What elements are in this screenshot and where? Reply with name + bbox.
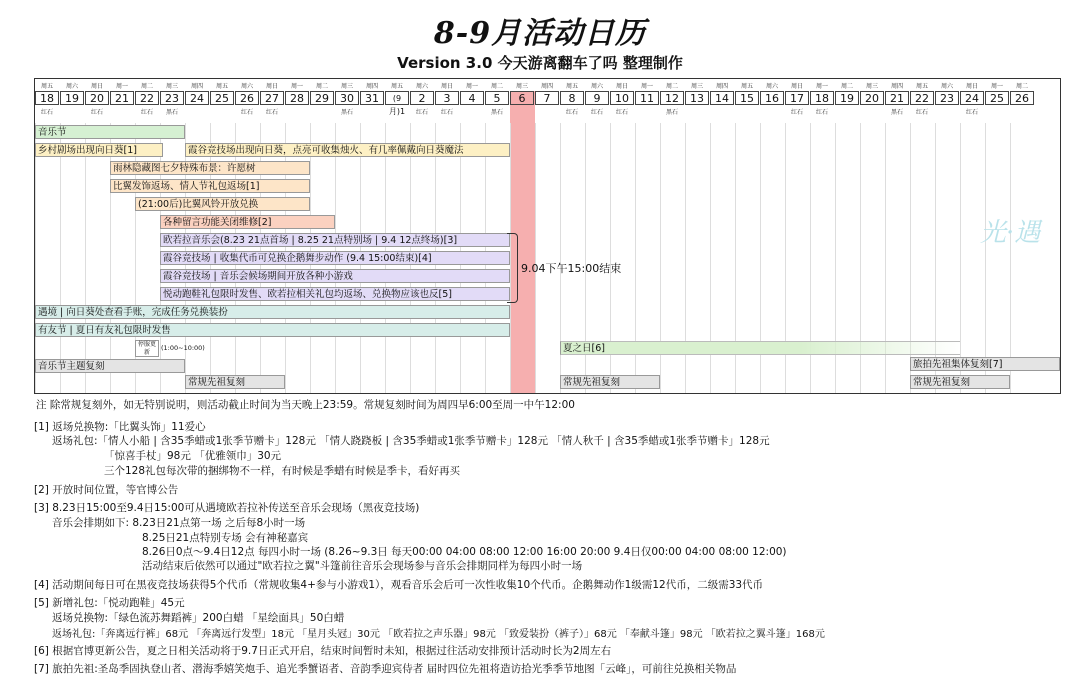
maintenance-box: 停服更新 xyxy=(135,340,159,357)
shard-label: 红石 xyxy=(415,109,428,116)
weekday-label: 周五 xyxy=(390,83,403,90)
note-3: [3] 8.23日15:00至9.4日15:00可从遇境欧若拉补传送至音乐会现场（黑夜竞技场) xyxy=(34,502,420,514)
date-cell: 24 xyxy=(960,91,984,105)
weekday-label: 周六 xyxy=(240,83,253,90)
end-time-label: 9.04下午15:00结束 xyxy=(521,262,622,275)
shard-label: 红石 xyxy=(915,109,928,116)
date-cell: 18 xyxy=(35,91,59,105)
weekday-label: 周四 xyxy=(890,83,903,90)
weekday-label: 周六 xyxy=(940,83,953,90)
note-5: [5] 新增礼包:「悦动跑鞋」45元 xyxy=(34,597,185,609)
note-2: [2] 开放时间位置，等官博公告 xyxy=(34,484,179,496)
weekday-label: 周二 xyxy=(665,83,678,90)
bar-regular-spirit-2: 常规先祖复刻 xyxy=(560,375,660,389)
date-cell: 19 xyxy=(835,91,859,105)
weekday-label: 周三 xyxy=(165,83,178,90)
date-cell: 18 xyxy=(810,91,834,105)
page-title: 8-9月活动日历 xyxy=(433,16,647,51)
shard-label: 红石 xyxy=(965,109,978,116)
weekday-label: 周一 xyxy=(815,83,828,90)
weekday-label: 周五 xyxy=(40,83,53,90)
weekday-label: 周二 xyxy=(315,83,328,90)
date-cell: 5 xyxy=(485,91,509,105)
bar-valley-sunflower: 霞谷竞技场出现向日葵，点亮可收集烛火、有几率佩戴向日葵魔法 xyxy=(185,143,510,157)
shard-label: 红石 xyxy=(440,109,453,116)
date-cell: 30 xyxy=(335,91,359,105)
weekday-label: 周六 xyxy=(590,83,603,90)
date-cell: 17 xyxy=(785,91,809,105)
weekday-label: 周四 xyxy=(540,83,553,90)
weekday-label: 周日 xyxy=(90,83,103,90)
weekday-label: 周四 xyxy=(365,83,378,90)
date-cell: 19 xyxy=(60,91,84,105)
weekday-label: 周一 xyxy=(640,83,653,90)
weekday-label: 周五 xyxy=(565,83,578,90)
date-cell: 22 xyxy=(135,91,159,105)
date-cell: (9月)1 xyxy=(385,91,409,105)
date-cell: 23 xyxy=(935,91,959,105)
date-cell: 26 xyxy=(235,91,259,105)
date-cell: 12 xyxy=(660,91,684,105)
grid-line xyxy=(85,123,86,393)
page-subtitle: Version 3.0 今天游离翻车了吗 整理制作 xyxy=(397,54,683,72)
weekday-label: 周日 xyxy=(615,83,628,90)
note-1-tip: 三个128礼包每次带的捆绑物不一样，有时候是季蜡有时候是季卡，看好再买 xyxy=(104,465,461,477)
note-5-exchange: 返场兑换物:「绿色流苏舞蹈裤」200白蜡 「星绘面具」50白蜡 xyxy=(52,612,345,624)
maintenance-time: (1:00~10:00) xyxy=(161,344,205,352)
weekday-label: 周五 xyxy=(915,83,928,90)
bar-home-journal: 遇境 | 向日葵处查看手账，完成任务兑换装扮 xyxy=(35,305,510,319)
date-cell: 10 xyxy=(610,91,634,105)
bar-message-maintenance: 各种留言功能关闭维修[2] xyxy=(160,215,335,229)
shard-label: 黑石 xyxy=(890,109,903,116)
shard-label: 红石 xyxy=(790,109,803,116)
shard-label: 红石 xyxy=(565,109,578,116)
bar-regular-spirit-1: 常规先祖复刻 xyxy=(185,375,285,389)
date-cell: 25 xyxy=(985,91,1009,105)
shard-label: 红石 xyxy=(265,109,278,116)
note-4: [4] 活动期间每日可在黑夜竞技场获得5个代币（常规收集4+参与小游戏1），观看音乐会后可一次性收集10个代币。企鹅舞动作1级需12代币，二级需33代币 xyxy=(34,579,764,591)
weekday-label: 周日 xyxy=(790,83,803,90)
note-7: [7] 旅拍先祖:圣岛季固执登山者、潜海季嬉笑炮手、追光季蟹语者、音韵季迎宾侍者 届时四位先祖将造访拾光季季节地图「云峰」，可前往兑换相关物品 xyxy=(34,663,737,675)
date-cell: 25 xyxy=(210,91,234,105)
sky-logo: 光·遇 xyxy=(980,218,1041,248)
note-3-special: 8.25日21点特别专场 会有神秘嘉宾 xyxy=(142,532,309,544)
bar-valley-minigames: 霞谷竞技场 | 音乐会候场期间开放各种小游戏 xyxy=(160,269,510,283)
date-cell: 14 xyxy=(710,91,734,105)
weekday-label: 周四 xyxy=(190,83,203,90)
weekday-label: 周四 xyxy=(715,83,728,90)
grid-line xyxy=(1010,123,1011,393)
note-general: 注 除常规复刻外，如无特别说明，则活动截止时间为当天晚上23:59。常规复刻时间为周四早6:00至周一中午12:00 xyxy=(36,399,575,411)
weekday-label: 周二 xyxy=(140,83,153,90)
bar-wing-accessory: 比翼发饰返场、情人节礼包返场[1] xyxy=(110,179,310,193)
shard-label: 红石 xyxy=(815,109,828,116)
note-3-schedule: 音乐会排期如下: 8.23日21点第一场 之后每8小时一场 xyxy=(52,517,306,529)
shard-label: 红石 xyxy=(240,109,253,116)
shard-label: 红石 xyxy=(140,109,153,116)
note-5-bundles: 返场礼包:「奔离远行裤」68元 「奔离远行发型」18元 「星月头冠」30元 「欧若拉之声乐器」98元 「致爱装扮（裤子）」68元 「奉献斗篷」98元 「欧若拉之翼斗篷」168元 xyxy=(52,629,825,640)
note-3-interval: 8.26日0点～9.4日12点 每四小时一场 (8.26~9.3日 每天00:00 04:00 08:00 12:00 16:00 20:00 9.4日仅00:00 04:00 08:00 12:00) xyxy=(142,546,787,558)
date-cell: 23 xyxy=(160,91,184,105)
bar-photo-spirits-rerun: 旅拍先祖集体复刻[7] xyxy=(910,357,1060,371)
date-cell: 9 xyxy=(585,91,609,105)
date-cell: 26 xyxy=(1010,91,1034,105)
date-cell: 29 xyxy=(310,91,334,105)
shard-label: 红石 xyxy=(615,109,628,116)
weekday-label: 周三 xyxy=(865,83,878,90)
grid-line xyxy=(535,123,536,393)
shard-label: 黑石 xyxy=(340,109,353,116)
grid-line xyxy=(960,123,961,393)
date-cell: 7 xyxy=(535,91,559,105)
date-cell: 4 xyxy=(460,91,484,105)
note-1-items: 「惊喜手杖」98元 「优雅领巾」30元 xyxy=(104,450,282,462)
date-cell: 28 xyxy=(285,91,309,105)
activity-calendar xyxy=(34,78,1061,394)
end-bracket xyxy=(507,233,518,303)
weekday-label: 周三 xyxy=(340,83,353,90)
date-cell: 27 xyxy=(260,91,284,105)
date-cell: 13 xyxy=(685,91,709,105)
date-cell: 31 xyxy=(360,91,384,105)
weekday-label: 周一 xyxy=(465,83,478,90)
note-1-bundles: 返场礼包:「情人小船 | 含35季蜡或1张季节赠卡」128元 「情人跷跷板 | 含35季蜡或1张季节赠卡」128元 「情人秋千 | 含35季蜡或1张季节赠卡」128元 xyxy=(52,435,770,447)
shard-label: 黑石 xyxy=(490,109,503,116)
date-cell: 15 xyxy=(735,91,759,105)
date-cell: 21 xyxy=(885,91,909,105)
shard-label: 红石 xyxy=(40,109,53,116)
weekday-label: 周一 xyxy=(115,83,128,90)
grid-line xyxy=(60,123,61,393)
date-cell: 2 xyxy=(410,91,434,105)
shard-label: 红石 xyxy=(90,109,103,116)
bar-friendship-festival: 有友节 | 夏日有友礼包限时发售 xyxy=(35,323,510,337)
weekday-label: 周一 xyxy=(290,83,303,90)
date-cell: 6 xyxy=(510,91,534,105)
date-cell: 8 xyxy=(560,91,584,105)
bar-rainforest-tree: 雨林隐藏图七夕特殊布景：许愿树 xyxy=(110,161,310,175)
bar-music-festival: 音乐节 xyxy=(35,125,185,139)
date-cell: 16 xyxy=(760,91,784,105)
weekday-label: 周五 xyxy=(740,83,753,90)
weekday-label: 周一 xyxy=(990,83,1003,90)
weekday-label: 周三 xyxy=(515,83,528,90)
bar-aurora-concert: 欧若拉音乐会(8.23 21点首场 | 8.25 21点特别场 | 9.4 12点终场)[3] xyxy=(160,233,510,247)
shard-label: 红石 xyxy=(590,109,603,116)
bar-music-festival-rerun: 音乐节主题复刻 xyxy=(35,359,185,373)
date-cell: 20 xyxy=(85,91,109,105)
bar-valley-penguin-dance: 霞谷竞技场 | 收集代币可兑换企鹅舞步动作 (9.4 15:00结束)[4] xyxy=(160,251,510,265)
weekday-label: 周二 xyxy=(1015,83,1028,90)
date-cell: 20 xyxy=(860,91,884,105)
shard-label: 黑石 xyxy=(665,109,678,116)
bar-shoes-bundle: 悦动跑鞋礼包限时发售、欧若拉相关礼包均返场、兑换物应该也反[5] xyxy=(160,287,510,301)
date-cell: 3 xyxy=(435,91,459,105)
bar-wind-chime: (21:00后)比翼风铃开放兑换 xyxy=(135,197,310,211)
note-6: [6] 根据官博更新公告，夏之日相关活动将于9.7日正式开启，结束时间暂时未知，根据过往活动安排预计活动时长为2周左右 xyxy=(34,645,612,657)
bar-summer-day: 夏之日[6] xyxy=(560,341,960,355)
weekday-label: 周三 xyxy=(690,83,703,90)
weekday-label: 周日 xyxy=(965,83,978,90)
date-cell: 11 xyxy=(635,91,659,105)
shard-label: 黑石 xyxy=(165,109,178,116)
weekday-label: 周二 xyxy=(490,83,503,90)
weekday-label: 周二 xyxy=(840,83,853,90)
bar-regular-spirit-3: 常规先祖复刻 xyxy=(910,375,1010,389)
weekday-label: 周六 xyxy=(65,83,78,90)
grid-line xyxy=(35,123,36,393)
date-cell: 22 xyxy=(910,91,934,105)
note-3-after: 活动结束后依然可以通过"欧若拉之翼"斗篷前往音乐会现场参与音乐会排期同样为每四小时一场 xyxy=(142,560,583,572)
weekday-label: 周六 xyxy=(415,83,428,90)
weekday-label: 周日 xyxy=(440,83,453,90)
weekday-label: 周日 xyxy=(265,83,278,90)
weekday-label: 周六 xyxy=(765,83,778,90)
note-1: [1] 返场兑换物:「比翼头饰」11爱心 xyxy=(34,421,206,433)
date-cell: 21 xyxy=(110,91,134,105)
bar-village-sunflower: 乡村剧场出现向日葵[1] xyxy=(35,143,163,157)
weekday-label: 周五 xyxy=(215,83,228,90)
date-cell: 24 xyxy=(185,91,209,105)
grid-line xyxy=(985,123,986,393)
